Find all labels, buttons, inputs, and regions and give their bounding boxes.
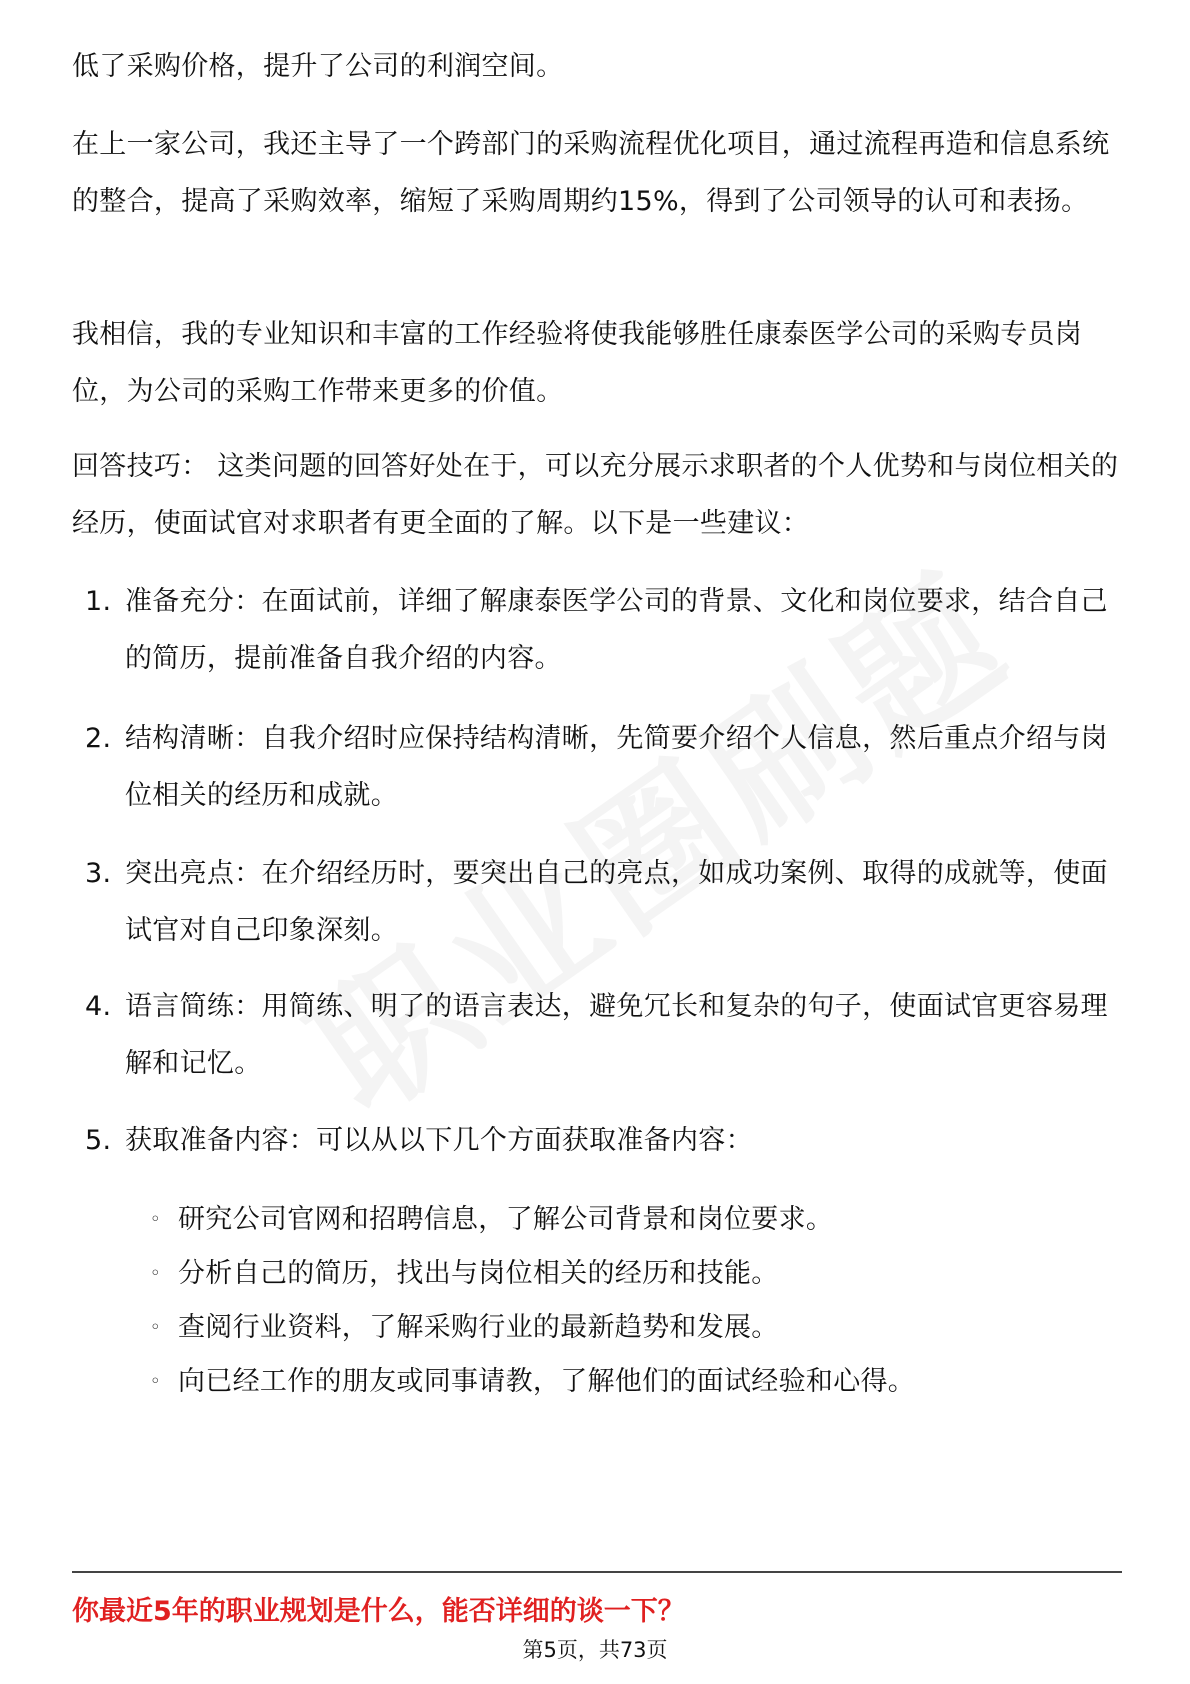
list-number: 4. (85, 991, 112, 1022)
section-divider (72, 1571, 1122, 1573)
bullet-text: 向已经工作的朋友或同事请教，了解他们的面试经验和心得。 (178, 1366, 916, 1397)
paragraph-2: 在上一家公司，我还主导了一个跨部门的采购流程优化项目，通过流程再造和信息系统的整合，提高了采购效率，缩短了采购周期约15%，得到了公司领导的认可和表扬。 (72, 129, 1110, 217)
list-text: 准备充分：在面试前，详细了解康泰医学公司的背景、文化和岗位要求，结合自己的简历，提前准备自我介绍的内容。 (125, 586, 1108, 674)
list-text: 获取准备内容：可以从以下几个方面获取准备内容： (125, 1125, 753, 1156)
bullet-text: 查阅行业资料，了解采购行业的最新趋势和发展。 (178, 1312, 779, 1343)
bullet-icon: ◦ (150, 1317, 161, 1338)
list-number: 3. (85, 858, 112, 889)
paragraph-answer-tips: 回答技巧： 这类问题的回答好处在于，可以充分展示求职者的个人优势和与岗位相关的经历，使面试官对求职者有更全面的了解。以下是一些建议： (72, 451, 1119, 539)
next-question-heading: 你最近5年的职业规划是什么，能否详细的谈一下？ (72, 1596, 685, 1627)
list-text: 语言简练：用简练、明了的语言表达，避免冗长和复杂的句子，使面试官更容易理解和记忆。 (125, 991, 1108, 1079)
bullet-icon: ◦ (150, 1263, 161, 1284)
list-number: 2. (85, 723, 112, 754)
bullet-icon: ◦ (150, 1371, 161, 1392)
list-number: 5. (85, 1125, 112, 1156)
list-number: 1. (85, 586, 112, 617)
bullet-text: 分析自己的简历，找出与岗位相关的经历和技能。 (178, 1258, 779, 1289)
bullet-text: 研究公司官网和招聘信息，了解公司背景和岗位要求。 (178, 1204, 834, 1235)
paragraph-3: 我相信，我的专业知识和丰富的工作经验将使我能够胜任康泰医学公司的采购专员岗位，为公司的采购工作带来更多的价值。 (72, 319, 1083, 407)
bullet-icon: ◦ (150, 1209, 161, 1230)
paragraph-1: 低了采购价格，提升了公司的利润空间。 (72, 51, 564, 82)
list-text: 突出亮点：在介绍经历时，要突出自己的亮点，如成功案例、取得的成就等，使面试官对自己印象深刻。 (125, 858, 1108, 946)
page-footer: 第5页，共73页 (522, 1638, 668, 1662)
list-text: 结构清晰：自我介绍时应保持结构清晰，先简要介绍个人信息，然后重点介绍与岗位相关的经历和成就。 (125, 723, 1108, 811)
